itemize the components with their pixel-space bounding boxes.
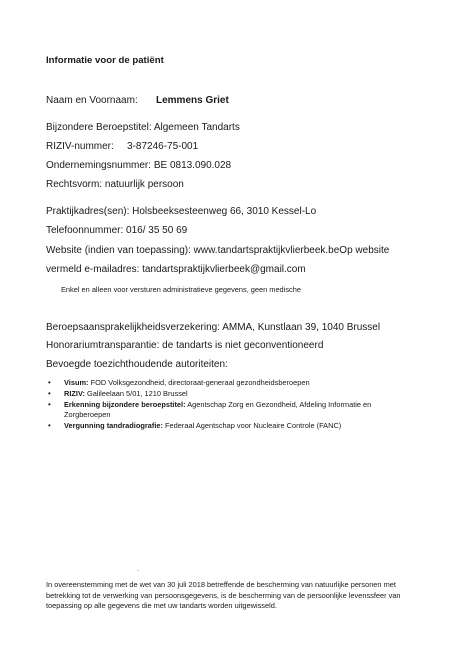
legal-form: Rechtsvorm: natuurlijk persoon: [46, 179, 184, 190]
insurance: Beroepsaansprakelijkheidsverzekering: AMMA, Kunstlaan 39, 1040 Brussel: [46, 322, 381, 333]
bullet-icon: •: [48, 400, 51, 409]
authority-item: [46, 400, 406, 420]
authority-label: Vergunning tandradiografie:: [64, 421, 163, 430]
scan-mark: ˋ: [137, 571, 139, 577]
authority-text: Agentschap Zorg en Gezondheid, Afdeling Informatie en Zorgberoepen: [64, 400, 372, 419]
name-value: Lemmens Griet: [156, 95, 229, 106]
riziv-label: RIZIV-nummer:: [46, 141, 114, 152]
practice-address: Praktijkadres(sen): Holsbeeksesteenweg 66, 3010 Kessel-Lo: [46, 206, 317, 217]
authority-text: Galileelaan 5/01, 1210 Brussel: [84, 389, 188, 398]
riziv-value: 3-87246-75-001: [127, 141, 199, 152]
document-title: Informatie voor de patiënt: [46, 55, 164, 66]
profession-title: Bijzondere Beroepstitel: Algemeen Tandarts: [46, 122, 240, 133]
authority-label: RIZIV:: [64, 389, 85, 398]
authority-item: [46, 421, 406, 431]
fee-transparency: Honorariumtransparantie: de tandarts is niet geconventioneerd: [46, 340, 324, 351]
phone-number: Telefoonnummer: 016/ 35 50 69: [46, 225, 188, 236]
bullet-icon: •: [48, 389, 51, 398]
name-row: [46, 95, 229, 106]
authorities-list: [46, 378, 406, 432]
authority-label: Erkenning bijzondere beroepstitel:: [64, 400, 186, 409]
authority-text: Federaal Agentschap voor Nucleaire Controle (FANC): [162, 421, 342, 430]
email-note: Enkel en alleen voor versturen administratieve gegevens, geen medische: [61, 285, 301, 294]
authority-text: FOD Volksgezondheid, directoraat-generaal gezondheidsberoepen: [88, 378, 310, 387]
email-address: vermeld e-mailadres: tandartspraktijkvlierbeek@gmail.com: [46, 264, 306, 275]
company-number: Ondernemingsnummer: BE 0813.090.028: [46, 160, 232, 171]
bullet-icon: •: [48, 378, 51, 387]
authority-item: [46, 378, 406, 388]
authorities-heading: Bevoegde toezichthoudende autoriteiten:: [46, 359, 228, 370]
privacy-footer: In overeenstemming met de wet van 30 juli 2018 betreffende de bescherming van natuurlijke personen met betrekking tot de verwerking van persoonsgegevens, is de bescherming van de persoonlijke levenssfeer van toepassing op alle gegevens die met uw tandarts worden uitgewisseld.: [46, 580, 401, 610]
authority-item: [46, 389, 406, 399]
website: Website (indien van toepassing): www.tandartspraktijkvlierbeek.beOp website: [46, 245, 390, 256]
authority-label: Visum:: [64, 378, 89, 387]
bullet-icon: •: [48, 421, 51, 430]
name-label: Naam en Voornaam:: [46, 95, 138, 106]
riziv-row: [46, 141, 199, 152]
